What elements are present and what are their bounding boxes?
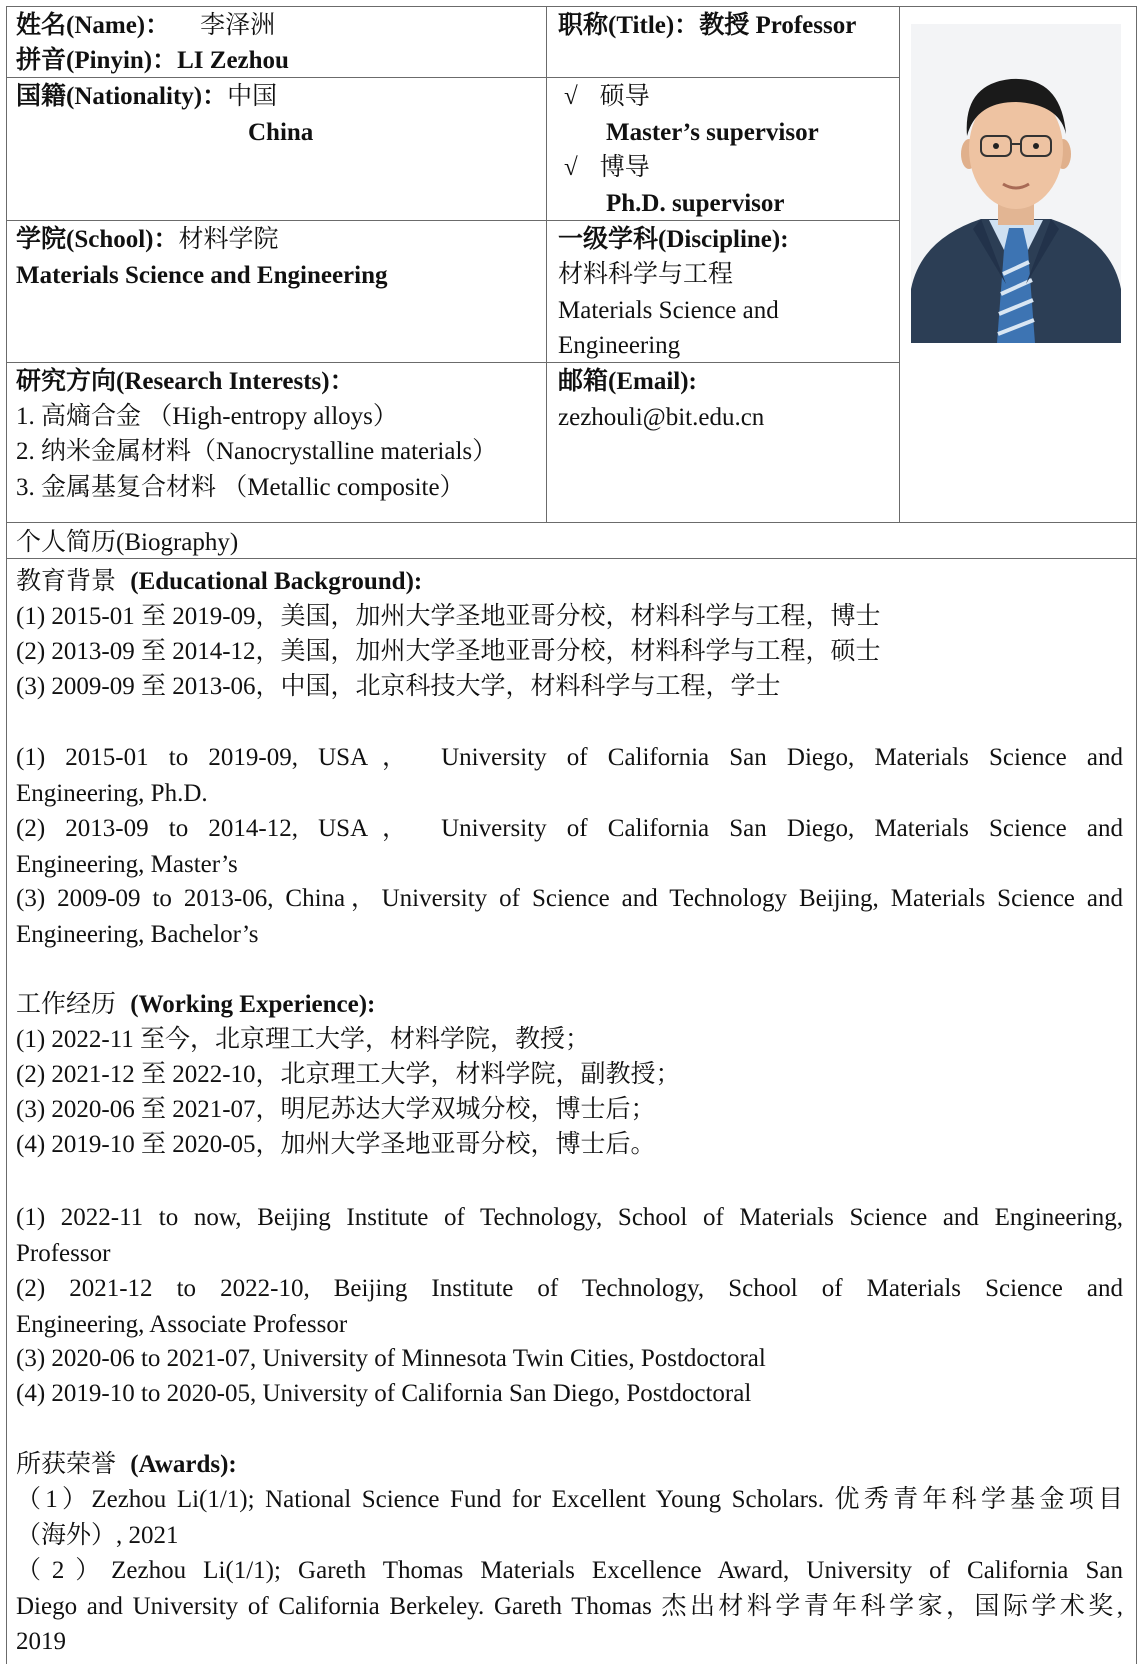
research-item: 2. 纳米金属材料（Nanocrystalline materials）: [16, 438, 498, 465]
row-divider-4: [6, 522, 1137, 523]
work-heading-en: (Working Experience):: [130, 991, 376, 1018]
education-item-cn: (1) 2015-01 至 2019-09，美国，加州大学圣地亚哥分校，材料科学与工程，博士: [16, 603, 881, 630]
work-heading: [16, 987, 375, 1022]
table-border-left: [6, 6, 7, 1664]
research-label: 研究方向(Research Interests)：: [16, 368, 355, 395]
profile-photo: [911, 24, 1121, 343]
phd-supervisor-line: [564, 150, 650, 185]
nationality-line: [16, 79, 277, 114]
table-border-top: [6, 6, 1137, 7]
education-heading-en: (Educational Background):: [130, 568, 423, 595]
education-item-en: (3) 2009-09 to 2013-06, China，University of Science and Technology Beijing, Materials Science and Engineering, Bachelor’s: [16, 885, 1123, 948]
nationality-cn: 中国: [227, 83, 278, 110]
title-value: 教授 Professor: [699, 12, 857, 39]
check-mark-icon: √: [564, 154, 578, 181]
education-item-en: (1) 2015-01 to 2019-09, USA， University of California San Diego, Materials Science and Engineering, Ph.D.: [16, 744, 1123, 807]
nationality-en: China: [248, 119, 314, 146]
pinyin-label: 拼音(Pinyin)：: [16, 47, 178, 74]
work-item-en: (2) 2021-12 to 2022-10, Beijing Institute of Technology, School of Materials Science and Engineering, Associate Professor: [16, 1275, 1123, 1338]
column-divider-2: [899, 6, 900, 523]
row-divider-3: [6, 362, 900, 363]
phd-cn: 博导: [599, 154, 650, 181]
masters-supervisor-line: [564, 79, 650, 114]
work-item-en: (1) 2022-11 to now, Beijing Institute of Technology, School of Materials Science and Engineering, Professor: [16, 1204, 1123, 1267]
school-en: Materials Science and Engineering: [16, 262, 388, 289]
school-cn: 材料学院: [178, 226, 279, 253]
award-item: （2）Zezhou Li(1/1); Gareth Thomas Materials Excellence Award, University of California San Diego and University of California Berkeley. Gareth Thomas 杰出材料学青年科学家，国际学术奖, 2019: [16, 1557, 1123, 1655]
masters-cn: 硕导: [599, 83, 650, 110]
education-item-cn: (2) 2013-09 至 2014-12，美国，加州大学圣地亚哥分校，材料科学与工程，硕士: [16, 638, 881, 665]
school-label: 学院(School)：: [16, 226, 179, 253]
pinyin-line: [16, 43, 289, 78]
phd-en: Ph.D. supervisor: [606, 190, 785, 217]
discipline-en-2: Engineering: [558, 332, 681, 359]
name-label: 姓名(Name)：: [16, 12, 171, 39]
title-line: [558, 8, 856, 43]
work-item-en: (3) 2020-06 to 2021-07, University of Minnesota Twin Cities, Postdoctoral: [16, 1345, 766, 1372]
education-item-en: (2) 2013-09 to 2014-12, USA， University of California San Diego, Materials Science and Engineering, Master’s: [16, 815, 1123, 878]
education-item-cn: (3) 2009-09 至 2013-06，中国，北京科技大学，材料科学与工程，学士: [16, 673, 781, 700]
name-line: [16, 8, 275, 43]
awards-heading: [16, 1447, 237, 1482]
school-line: [16, 222, 279, 257]
awards-heading-en: (Awards):: [130, 1451, 237, 1478]
work-heading-cn: 工作经历: [16, 991, 117, 1018]
work-item-cn: (2) 2021-12 至 2022-10，北京理工大学，材料学院，副教授；: [16, 1061, 681, 1088]
work-item-cn: (3) 2020-06 至 2021-07，明尼苏达大学双城分校，博士后；: [16, 1096, 656, 1123]
masters-en: Master’s supervisor: [606, 119, 819, 146]
education-heading-cn: 教育背景: [16, 568, 117, 595]
portrait-illustration: [911, 24, 1121, 343]
discipline-en-1: Materials Science and: [558, 297, 779, 324]
title-label: 职称(Title)：: [558, 12, 700, 39]
discipline-label: 一级学科(Discipline):: [558, 226, 789, 253]
work-item-en: (4) 2019-10 to 2020-05, University of California San Diego, Postdoctoral: [16, 1380, 752, 1407]
nationality-label: 国籍(Nationality)：: [16, 83, 228, 110]
table-border-right: [1136, 6, 1137, 1664]
discipline-cn: 材料科学与工程: [558, 261, 734, 288]
education-heading: [16, 564, 422, 599]
email-value: zezhouli@bit.edu.cn: [558, 404, 765, 431]
column-divider-1: [546, 6, 547, 523]
research-item: 1. 高熵合金 （High-entropy alloys）: [16, 403, 398, 430]
award-item: （1）Zezhou Li(1/1); National Science Fund for Excellent Young Scholars. 优秀青年科学基金项目 （海外）, 2021: [16, 1486, 1123, 1549]
awards-heading-cn: 所获荣誉: [16, 1451, 117, 1478]
biography-heading: 个人简历(Biography): [16, 529, 239, 556]
name-value: 李泽洲: [200, 12, 276, 39]
work-item-cn: (1) 2022-11 至今，北京理工大学，材料学院，教授；: [16, 1026, 591, 1053]
research-item: 3. 金属基复合材料 （Metallic composite）: [16, 474, 465, 501]
pinyin-value: LI Zezhou: [177, 47, 289, 74]
email-label: 邮箱(Email):: [558, 368, 697, 395]
work-item-cn: (4) 2019-10 至 2020-05，加州大学圣地亚哥分校，博士后。: [16, 1131, 656, 1158]
check-mark-icon: √: [564, 83, 578, 110]
